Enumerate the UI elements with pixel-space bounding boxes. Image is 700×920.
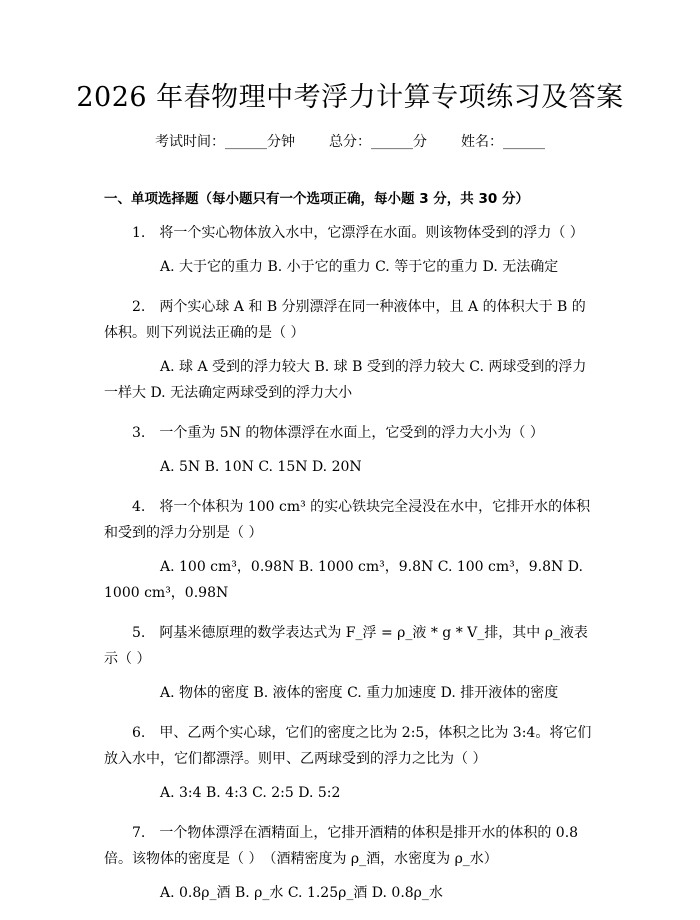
question-7-options: A. 0.8ρ_酒 B. ρ_水 C. 1.25ρ_酒 D. 0.8ρ_水 <box>160 885 443 901</box>
question-6: 6. 甲、乙两个实心球，它们的密度之比为 2:5，体积之比为 3:4。将它们放入水中，它们都漂浮。则甲、乙两球受到的浮力之比为（ ） <box>104 725 592 767</box>
section-heading-single-choice: 一、单项选择题（每小题只有一个选项正确，每小题 3 分，共 30 分） <box>104 191 529 207</box>
question-2: 2. 两个实心球 A 和 B 分别漂浮在同一种液体中，且 A 的体积大于 B 的体积。则下列说法正确的是（ ） <box>104 299 586 341</box>
question-1-options: A. 大于它的重力 B. 小于它的重力 C. 等于它的重力 D. 无法确定 <box>160 259 559 275</box>
question-7: 7. 一个物体漂浮在酒精面上，它排开酒精的体积是排开水的体积的 0.8 倍。该物体的密度是（ ） （酒精密度为 ρ_酒，水密度为 ρ_水） <box>104 825 579 867</box>
page-title: 2026 年春物理中考浮力计算专项练习及答案 <box>76 82 624 113</box>
question-3: 3. 一个重为 5N 的物体漂浮在水面上，它受到的浮力大小为（ ） <box>132 425 544 441</box>
question-4-options: A. 100 cm³，0.98N B. 1000 cm³，9.8N C. 100 cm³，9.8N D. 1000 cm³，0.98N <box>104 559 583 601</box>
exam-content <box>104 186 598 920</box>
question-3-options: A. 5N B. 10N C. 15N D. 20N <box>160 459 362 475</box>
question-1: 1. 将一个实心物体放入水中，它漂浮在水面。则该物体受到的浮力（ ） <box>132 225 584 241</box>
question-6-options: A. 3:4 B. 4:3 C. 2:5 D. 5:2 <box>160 785 341 801</box>
total-score-field: 总分：______分 <box>329 134 427 150</box>
question-5-options: A. 物体的密度 B. 液体的密度 C. 重力加速度 D. 排开液体的密度 <box>160 685 559 701</box>
question-5: 5. 阿基米德原理的数学表达式为 F_浮 = ρ_液 * g * V_排，其中 ρ_液表示（ ） <box>104 625 588 667</box>
question-4: 4. 将一个体积为 100 cm³ 的实心铁块完全浸没在水中，它排开水的体积和受到的浮力分别是（ ） <box>104 499 591 541</box>
question-2-options: A. 球 A 受到的浮力较大 B. 球 B 受到的浮力较大 C. 两球受到的浮力一样大 D. 无法确定两球受到的浮力大小 <box>104 359 587 401</box>
student-name-field: 姓名：______ <box>461 134 545 150</box>
exam-info-line <box>0 132 700 152</box>
exam-time-field: 考试时间：______分钟 <box>155 134 295 150</box>
